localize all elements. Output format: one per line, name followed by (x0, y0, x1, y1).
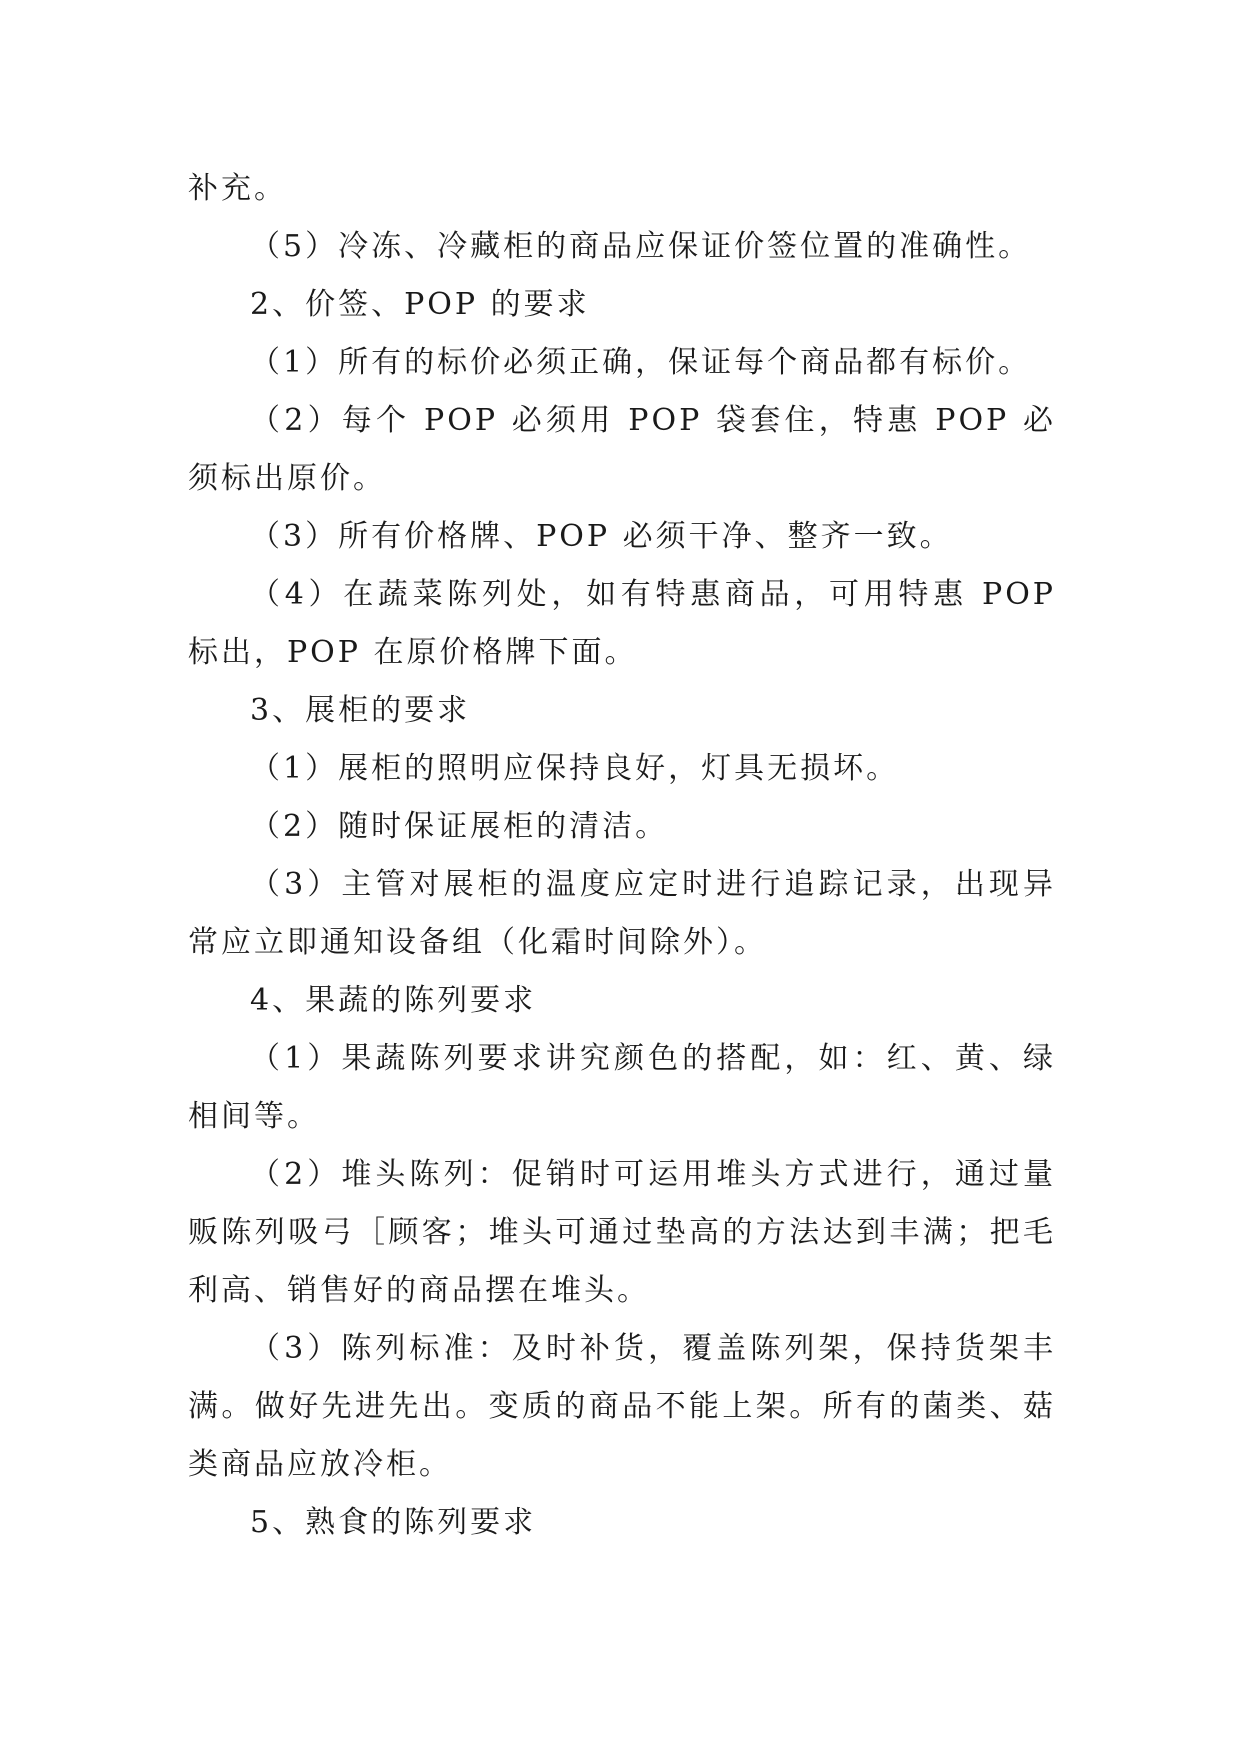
paragraph: （1）所有的标价必须正确，保证每个商品都有标价。 (250, 345, 1032, 380)
paragraph: （3）所有价格牌、POP 必须干净、整齐一致。 (250, 519, 953, 554)
paragraph: （2）堆头陈列：促销时可运用堆头方式进行，通过量贩陈列吸弓［顾客；堆头可通过垫高的方法达到丰满；把毛利高、销售好的商品摆在堆头。 (188, 1157, 1056, 1308)
paragraph: 补充。 (188, 171, 287, 206)
paragraph: （1）果蔬陈列要求讲究颜色的搭配，如：红、黄、绿相间等。 (188, 1041, 1056, 1134)
paragraph: （2）随时保证展柜的清洁。 (250, 809, 669, 844)
paragraph: （1）展柜的照明应保持良好，灯具无损坏。 (250, 751, 900, 786)
paragraph: （5）冷冻、冷藏柜的商品应保证价签位置的准确性。 (250, 229, 1032, 264)
paragraph: （4）在蔬菜陈列处，如有特惠商品，可用特惠 POP 标出，POP 在原价格牌下面。 (188, 577, 1056, 670)
section-heading: 5、熟食的陈列要求 (250, 1505, 537, 1540)
section-heading: 4、果蔬的陈列要求 (250, 983, 537, 1018)
document-body (188, 160, 1056, 1552)
section-heading: 2、价签、POP 的要求 (250, 287, 590, 322)
section-heading: 3、展柜的要求 (250, 693, 471, 728)
paragraph: （2）每个 POP 必须用 POP 袋套住，特惠 POP 必须标出原价。 (188, 403, 1056, 496)
paragraph: （3）主管对展柜的温度应定时进行追踪记录，出现异常应立即通知设备组（化霜时间除外）。 (188, 867, 1056, 960)
paragraph: （3）陈列标准：及时补货，覆盖陈列架，保持货架丰满。做好先进先出。变质的商品不能上架。所有的菌类、菇类商品应放冷柜。 (188, 1331, 1056, 1482)
